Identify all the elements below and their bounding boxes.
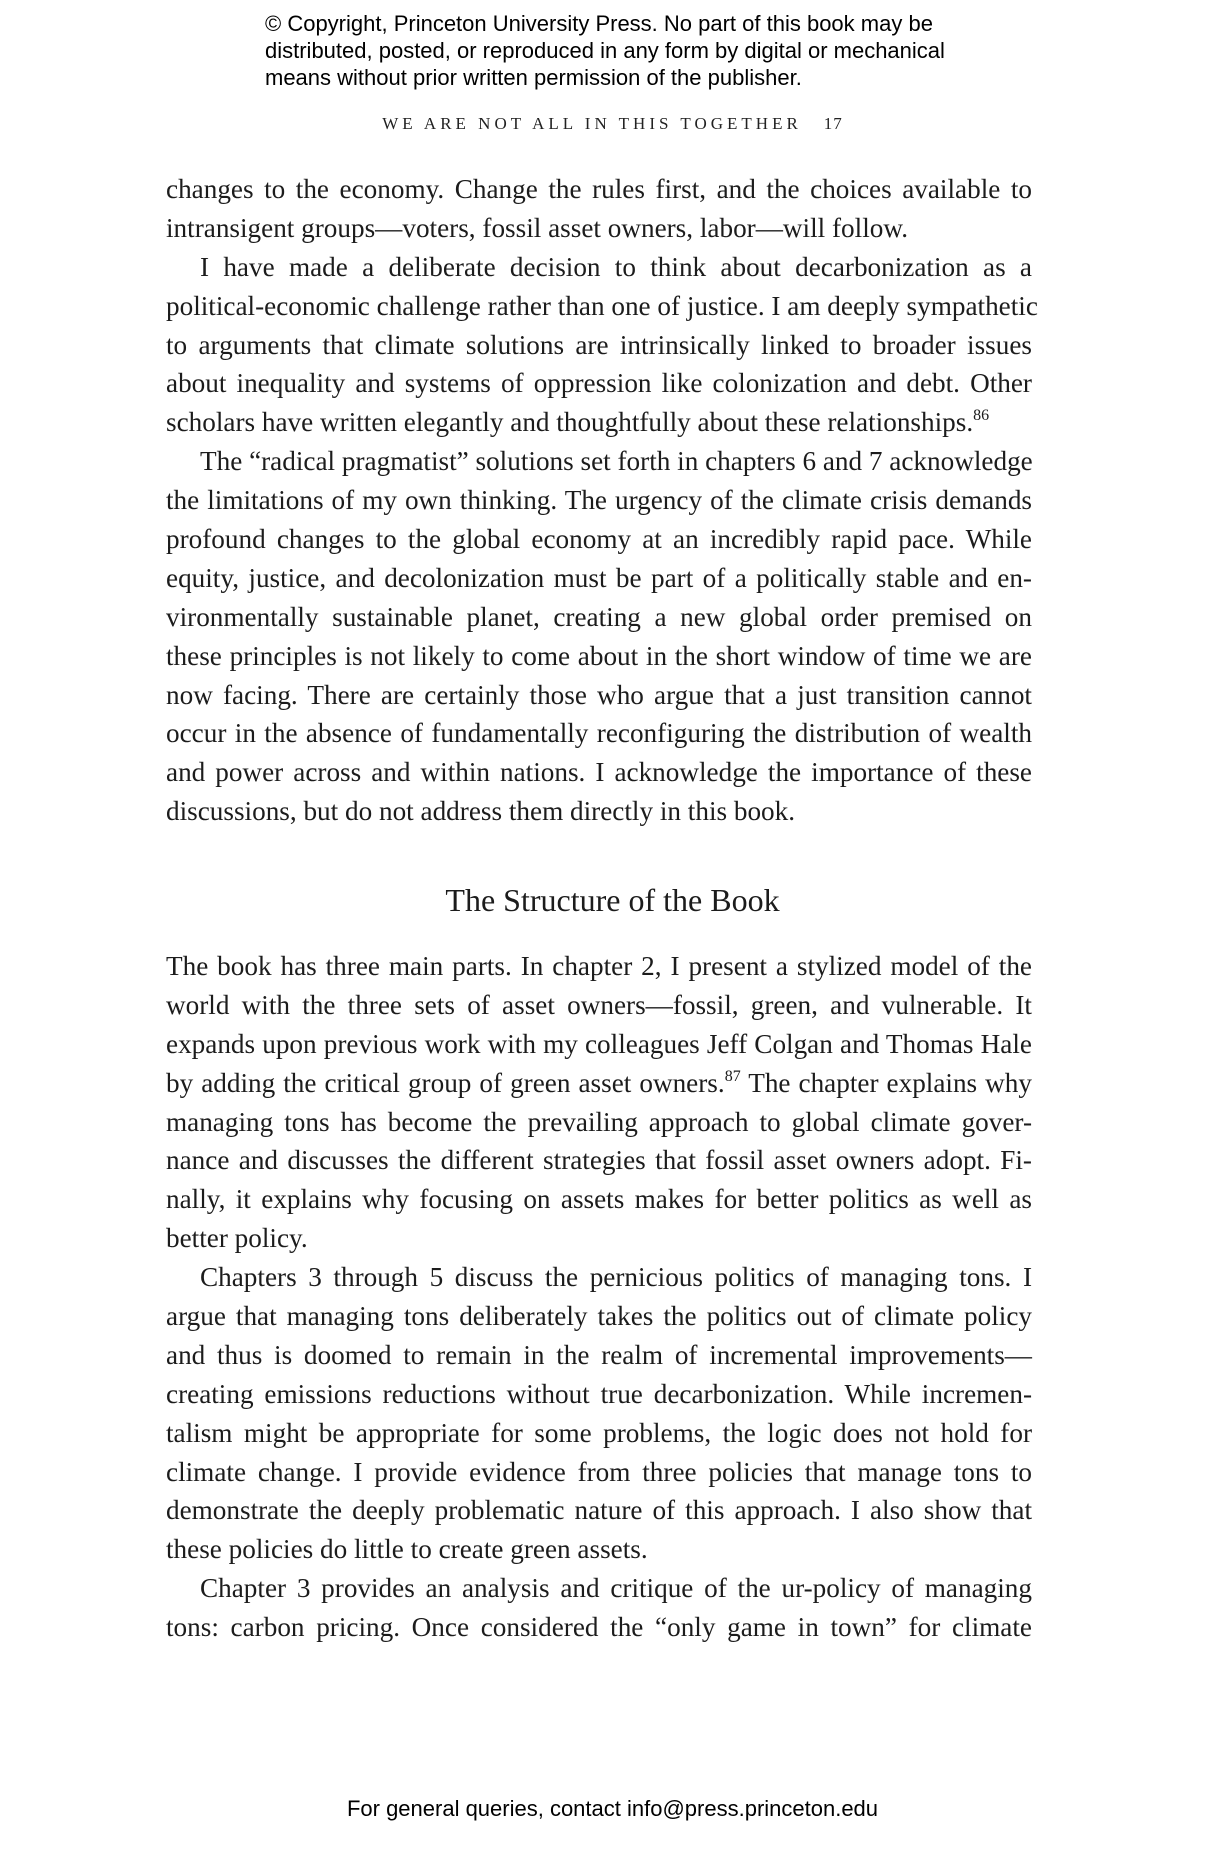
text-line: discussions, but do not address them directly in this book.: [166, 796, 796, 827]
note-reference: 87: [724, 1067, 741, 1085]
text-line: equity, justice, and decolonization must be part of a politically stable and en-: [166, 562, 1032, 593]
text-line: creating emissions reductions without true decarbonization. While incremen-: [166, 1378, 1032, 1409]
text-line: demonstrate the deeply problematic nature of this approach. I also show that: [166, 1495, 1032, 1526]
running-head: [0, 114, 1225, 134]
text-line: better policy.: [166, 1223, 308, 1254]
copyright-line: © Copyright, Princeton University Press. No part of this book may be: [265, 11, 933, 36]
text-line: vironmentally sustainable planet, creating a new global order premised on: [166, 601, 1032, 632]
text-line: expands upon previous work with my colleagues Jeff Colgan and Thomas Hale: [166, 1028, 1032, 1059]
note-reference: 86: [973, 407, 990, 425]
text-line: [166, 403, 1032, 442]
text-line: talism might be appropriate for some problems, the logic does not hold for: [166, 1417, 1032, 1448]
text-line: now facing. There are certainly those who argue that a just transition cannot: [166, 679, 1032, 710]
footer-contact: For general queries, contact info@press.princeton.edu: [346, 1796, 879, 1821]
text-line-content: The chapter explains why: [740, 1067, 1032, 1098]
text-line: the limitations of my own thinking. The urgency of the climate crisis demands: [166, 485, 1032, 516]
text-line: world with the three sets of asset owners—fossil, green, and vulnerable. It: [166, 989, 1032, 1020]
body-text: [166, 947, 1032, 1647]
text-line-content: by adding the critical group of green asset owners.: [166, 1067, 725, 1098]
text-line: these policies do little to create green assets.: [166, 1534, 648, 1565]
text-line-content: scholars have written elegantly and thoughtfully about these relationships.: [166, 407, 974, 438]
copyright-line: distributed, posted, or reproduced in any form by digital or mechanical: [265, 38, 945, 63]
text-line: tons: carbon pricing. Once considered the “only game in town” for climate: [166, 1612, 1032, 1643]
text-line: profound changes to the global economy at an incredibly rapid pace. While: [166, 524, 1032, 555]
text-line: and power across and within nations. I acknowledge the importance of these: [166, 757, 1032, 788]
text-line: nance and discusses the different strategies that fossil asset owners adopt. Fi-: [166, 1145, 1032, 1176]
copyright-line: means without prior written permission of the publisher.: [265, 65, 802, 90]
copyright-notice: [265, 10, 1025, 91]
text-line: Chapters 3 through 5 discuss the pernicious politics of managing tons. I: [200, 1262, 1032, 1293]
text-line: these principles is not likely to come about in the short window of time we are: [166, 640, 1032, 671]
text-line: argue that managing tons deliberately takes the politics out of climate policy: [166, 1301, 1032, 1332]
text-line: climate change. I provide evidence from three policies that manage tons to: [166, 1456, 1032, 1487]
text-line: intransigent groups—voters, fossil asset owners, labor—will follow.: [166, 212, 909, 243]
section-heading: The Structure of the Book: [445, 882, 780, 918]
page-number: 17: [823, 114, 843, 133]
text-line: occur in the absence of fundamentally reconfiguring the distribution of wealth: [166, 718, 1032, 749]
text-line: political-economic challenge rather than one of justice. I am deeply sympathetic: [166, 290, 1038, 321]
text-line: managing tons has become the prevailing approach to global climate gover-: [166, 1106, 1032, 1137]
text-line: and thus is doomed to remain in the realm of incremental improvements—: [166, 1339, 1032, 1370]
body-text: [166, 170, 1038, 831]
text-line: to arguments that climate solutions are intrinsically linked to broader issues: [166, 329, 1032, 360]
text-line: The book has three main parts. In chapter 2, I present a stylized model of the: [166, 951, 1032, 981]
text-line: I have made a deliberate decision to think about decarbonization as a: [200, 251, 1032, 282]
text-line: changes to the economy. Change the rules first, and the choices available to: [166, 174, 1032, 204]
text-line: nally, it explains why focusing on assets makes for better politics as well as: [166, 1184, 1032, 1215]
text-line: The “radical pragmatist” solutions set forth in chapters 6 and 7 acknowledge: [200, 446, 1033, 477]
text-line: Chapter 3 provides an analysis and critique of the ur-policy of managing: [200, 1573, 1032, 1604]
text-line: about inequality and systems of oppression like colonization and debt. Other: [166, 368, 1032, 399]
text-line: [166, 1064, 1032, 1103]
running-head-title: WE ARE NOT ALL IN THIS TOGETHER: [382, 114, 802, 133]
